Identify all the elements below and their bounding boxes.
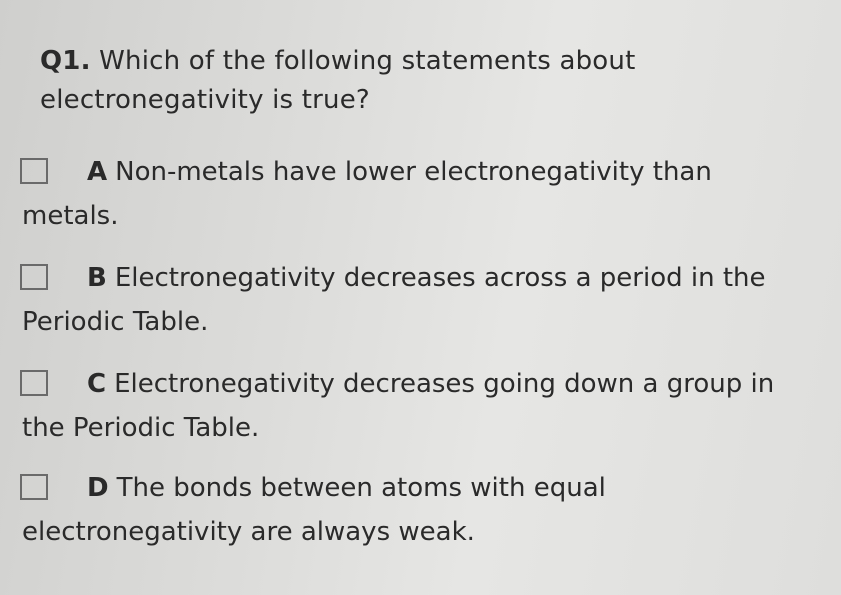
question-line-1: [40, 42, 820, 81]
option-b-text-2: Periodic Table.: [22, 307, 209, 337]
question-text-2: electronegativity is true?: [40, 85, 370, 115]
option-d-letter: D: [87, 473, 109, 503]
option-c: [0, 362, 830, 450]
checkbox-option-a[interactable]: [20, 158, 48, 184]
option-b-letter: B: [87, 263, 107, 293]
question-number: Q1.: [40, 46, 91, 76]
question-text-1: Which of the following statements about: [99, 46, 636, 76]
option-c-text-1: Electronegativity decreases going down a group in: [114, 369, 775, 399]
option-a-letter: A: [87, 157, 108, 187]
option-b: [0, 256, 830, 344]
option-a: [0, 150, 830, 238]
checkbox-option-d[interactable]: [20, 474, 48, 500]
option-a-text-2: metals.: [22, 201, 119, 231]
question: [40, 42, 820, 120]
option-d: [0, 466, 830, 554]
option-a-text-1: Non-metals have lower electronegativity than: [115, 157, 712, 187]
option-b-text-1: Electronegativity decreases across a period in the: [114, 263, 766, 293]
option-c-text-2: the Periodic Table.: [22, 413, 260, 443]
option-c-letter: C: [87, 369, 107, 399]
option-d-text-1: The bonds between atoms with equal: [116, 473, 606, 503]
checkbox-option-b[interactable]: [20, 264, 48, 290]
option-d-text-2: electronegativity are always weak.: [22, 517, 475, 547]
checkbox-option-c[interactable]: [20, 370, 48, 396]
